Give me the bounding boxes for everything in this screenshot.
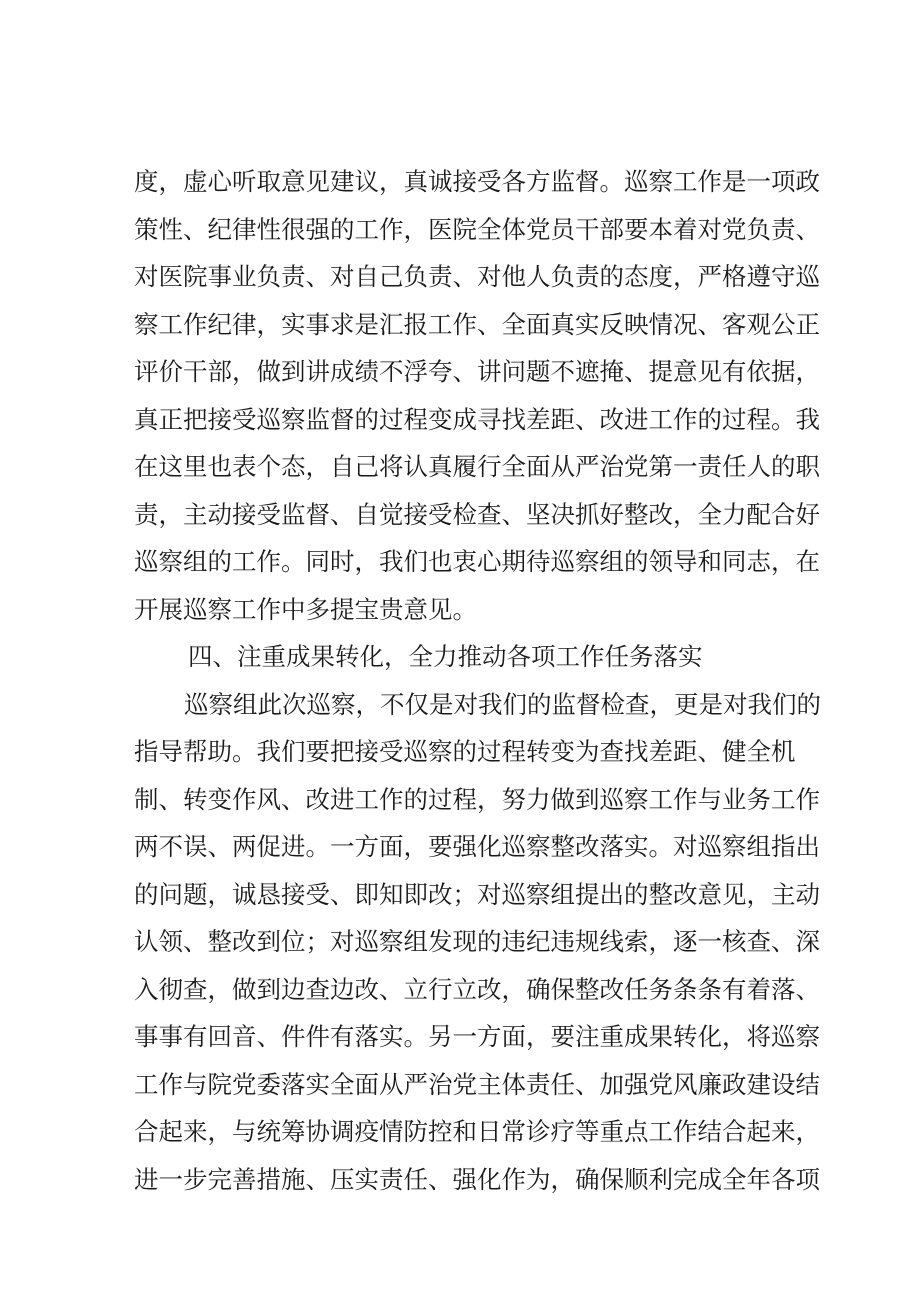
text-line: 开展巡察工作中多提宝贵意见。 [134, 595, 477, 624]
text-line: 进一步完善措施、压实责任、强化作为，确保顺利完成全年各项 [134, 1165, 820, 1194]
text-line: 两不误、两促进。一方面，要强化巡察整改落实。对巡察组指出 [134, 832, 820, 861]
text-line: 度，虚心听取意见建议，真诚接受各方监督。巡察工作是一项政 [134, 167, 820, 196]
text-line: 制、转变作风、改进工作的过程，努力做到巡察工作与业务工作 [134, 785, 820, 814]
paragraph-first-line: 巡察组此次巡察，不仅是对我们的监督检查，更是对我们的 [184, 690, 821, 719]
text-line: 责，主动接受监督、自觉接受检查、坚决抓好整改，全力配合好 [134, 500, 820, 529]
text-line: 在这里也表个态，自己将认真履行全面从严治党第一责任人的职 [134, 452, 820, 481]
section-heading: 四、注重成果转化，全力推动各项工作任务落实 [188, 642, 703, 671]
text-line: 对医院事业负责、对自己负责、对他人负责的态度，严格遵守巡 [134, 262, 820, 291]
text-line: 合起来，与统筹协调疫情防控和日常诊疗等重点工作结合起来， [134, 1117, 820, 1146]
text-line: 指导帮助。我们要把接受巡察的过程转变为查找差距、健全机 [134, 737, 796, 766]
text-line: 认领、整改到位；对巡察组发现的违纪违规线索，逐一核查、深 [134, 927, 820, 956]
text-line: 入彻查，做到边查边改、立行立改，确保整改任务条条有着落、 [134, 975, 820, 1004]
text-line: 事事有回音、件件有落实。另一方面，要注重成果转化，将巡察 [134, 1022, 820, 1051]
text-line: 策性、纪律性很强的工作，医院全体党员干部要本着对党负责、 [134, 215, 820, 244]
text-line: 评价干部，做到讲成绩不浮夸、讲问题不遮掩、提意见有依据， [134, 357, 820, 386]
text-line: 巡察组的工作。同时，我们也衷心期待巡察组的领导和同志，在 [134, 547, 820, 576]
text-line: 的问题，诚恳接受、即知即改；对巡察组提出的整改意见，主动 [134, 880, 820, 909]
text-line: 工作与院党委落实全面从严治党主体责任、加强党风廉政建设结 [134, 1070, 820, 1099]
text-line: 真正把接受巡察监督的过程变成寻找差距、改进工作的过程。我 [134, 405, 820, 434]
text-line: 察工作纪律，实事求是汇报工作、全面真实反映情况、客观公正 [134, 310, 820, 339]
